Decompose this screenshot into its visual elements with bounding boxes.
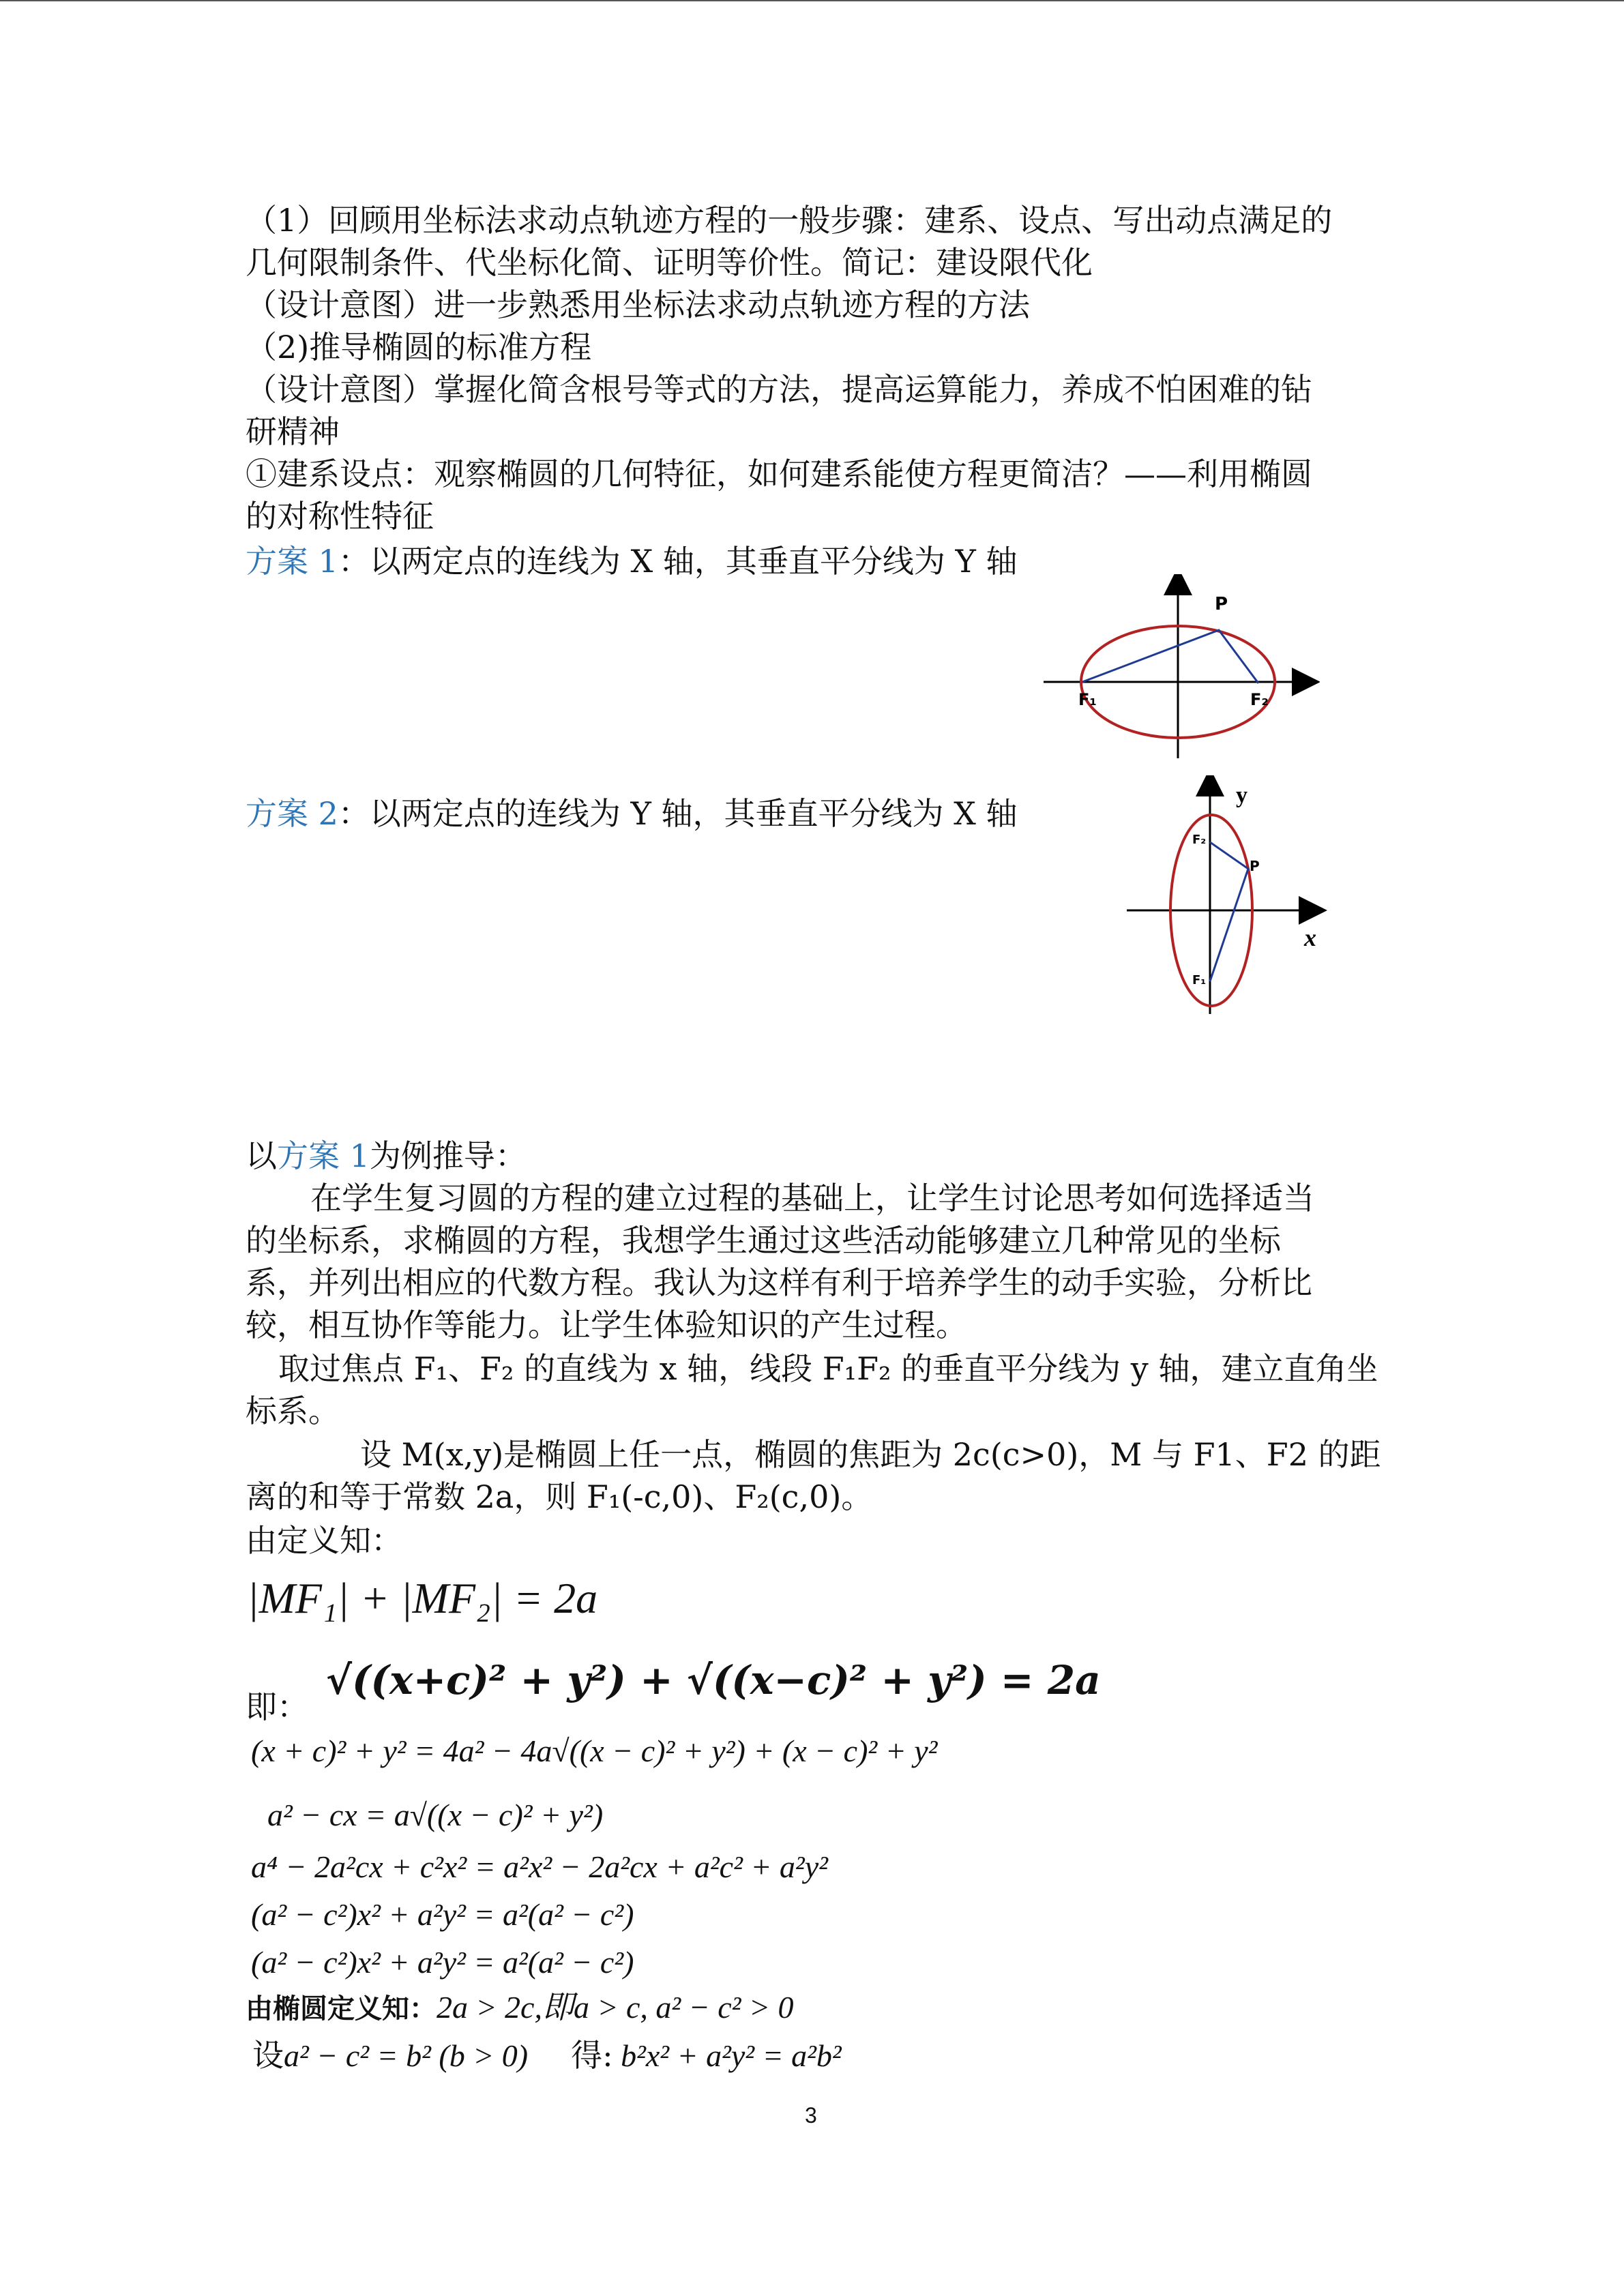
paragraph-review-steps-cont: 几何限制条件、代坐标化简、证明等价性。简记：建设限代化 [246,244,1093,281]
equation-2: √((x+c)² + y²) + √((x−c)² + y²) = 2a [326,1657,1101,1703]
section-derive-standard-equation: （2)推导椭圆的标准方程 [246,329,592,366]
equation-4: a² − cx = a√((x − c)² + y²) [267,1798,604,1832]
focal-segments [1082,630,1258,683]
ellipse-figure-horizontal [1033,574,1320,765]
paragraph-axes-2: 标系。 [246,1392,340,1429]
example-prefix: 以 [246,1137,277,1174]
focal-segments [1210,842,1248,981]
equation-7: (a² − c²)x² + a²y² = a²(a² − c²) [251,1945,634,1980]
label-F1: F₁ [1078,690,1097,709]
set-math: a² − c² = b² (b > 0) [284,2038,529,2073]
ellipse-definition-line [246,1987,794,2029]
label-P: P [1250,858,1260,874]
paragraph-review-steps: （1）回顾用坐标法求动点轨迹方程的一般步骤：建系、设点、写出动点满足的 [246,202,1333,239]
step-build-coordinate: ①建系设点：观察椭圆的几何特征，如何建系能使方程更简洁？——利用椭圆 [246,456,1312,492]
example-plan-label: 方案 1 [277,1137,370,1174]
plan-2-line [246,792,1018,835]
label-ji: 即： [246,1688,308,1725]
plan-1-line [246,540,1018,582]
final-equation: b²x² + a²y² = a²b² [621,2038,842,2073]
example-heading [246,1135,527,1177]
plan-2-text: ：以两定点的连线为 Y 轴，其垂直平分线为 X 轴 [338,795,1018,832]
equation-5: a⁴ − 2a²cx + c²x² = a²x² − 2a²cx + a²c² + a²y² [251,1849,828,1884]
plan-1-text: ：以两定点的连线为 X 轴，其垂直平分线为 Y 轴 [338,543,1018,580]
set-prefix: 设 [252,2037,284,2074]
de-label: 得: [571,2037,613,2074]
design-intent-2: （设计意图）掌握化简含根号等式的方法，提高运算能力，养成不怕困难的钻 [246,371,1312,408]
definition-math: 2a > 2c,即a > c, a² − c² > 0 [437,1990,794,2025]
label-y: y [1236,783,1247,808]
paragraph-setup: 设 M(x,y)是椭圆上任一点，椭圆的焦距为 2c(c>0)，M 与 F1、F2 的距 [360,1436,1381,1473]
ellipse-figure-vertical [1119,775,1337,1021]
paragraph-teaching-2: 的坐标系，求椭圆的方程，我想学生通过这些活动能够建立几种常见的坐标 [246,1222,1281,1259]
paragraph-setup-2: 离的和等于常数 2a，则 F₁(-c,0)、F₂(c,0)。 [246,1478,873,1515]
design-intent-2-cont: 研精神 [246,413,340,450]
design-intent-1: （设计意图）进一步熟悉用坐标法求动点轨迹方程的方法 [246,286,1030,323]
equation-6: (a² − c²)x² + a²y² = a²(a² − c²) [251,1897,634,1932]
equation-3: (x + c)² + y² = 4a² − 4a√((x − c)² + y²) + (x − c)² + y² [251,1733,938,1768]
label-F1: F₁ [1192,973,1207,987]
plan-1-label: 方案 1 [246,543,338,580]
paragraph-teaching-3: 系，并列出相应的代数方程。我认为这样有利于培养学生的动手实验，分析比 [246,1264,1312,1301]
plan-2-label: 方案 2 [246,795,338,832]
label-F2: F₂ [1192,833,1207,847]
paragraph-teaching-4: 较，相互协作等能力。让学生体验知识的产生过程。 [246,1307,967,1343]
label-P: P [1215,594,1228,614]
step-build-coordinate-cont: 的对称性特征 [246,498,434,535]
paragraph-axes: 取过焦点 F₁、F₂ 的直线为 x 轴，线段 F₁F₂ 的垂直平分线为 y 轴，建立直角坐 [278,1350,1378,1387]
set-b-line [252,2035,842,2076]
definition-prefix: 由椭圆定义知： [246,1993,437,2025]
label-x: x [1304,924,1316,951]
example-suffix: 为例推导： [369,1137,527,1174]
equation-1: |MF₁| + |MF₂| = 2a [247,1574,598,1622]
page-number: 3 [805,2103,817,2128]
paragraph-teaching: 在学生复习圆的方程的建立过程的基础上，让学生讨论思考如何选择适当 [310,1180,1314,1217]
paragraph-by-definition: 由定义知： [246,1522,402,1559]
label-F2: F₂ [1250,690,1269,709]
